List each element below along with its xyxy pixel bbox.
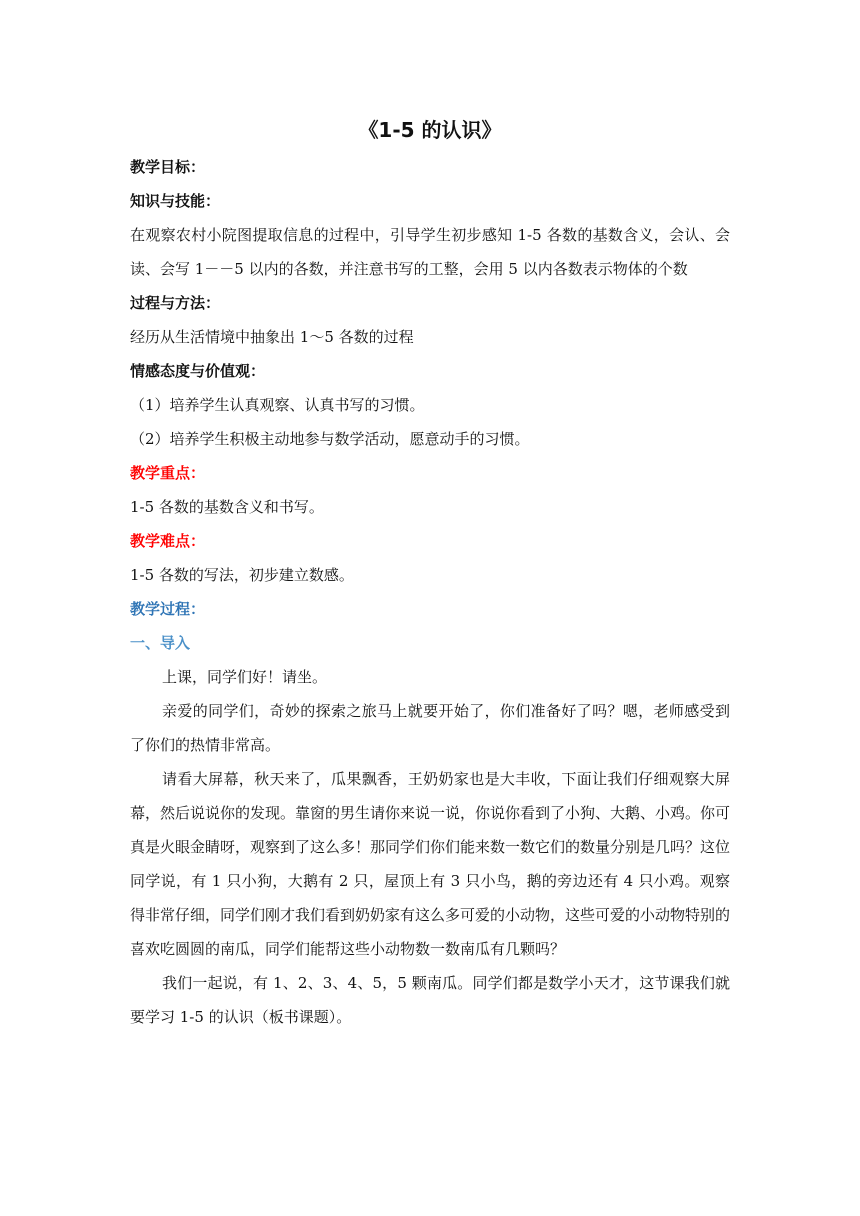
knowledge-text: 在观察农村小院图提取信息的过程中，引导学生初步感知 1-5 各数的基数含义，会认、会读、会写 1－－5 以内的各数，并注意书写的工整，会用 5 以内各数表示物体的个数 [130, 226, 730, 278]
emotion-item-1: （1）培养学生认真观察、认真书写的习惯。 [130, 396, 425, 414]
teaching-process-heading: 教学过程： [130, 600, 206, 618]
process-heading: 过程与方法： [130, 294, 221, 312]
difficulty-text: 1-5 各数的写法，初步建立数感。 [130, 566, 354, 584]
emotion-item-2: （2）培养学生积极主动地参与数学活动，愿意动手的习惯。 [130, 430, 530, 448]
key-point-heading: 教学重点： [130, 464, 206, 482]
intro-paragraph-2: 亲爱的同学们，奇妙的探索之旅马上就要开始了，你们准备好了吗？嗯，老师感受到了你们的热情非常高。 [130, 702, 730, 754]
key-point-text: 1-5 各数的基数含义和书写。 [130, 498, 324, 516]
knowledge-heading: 知识与技能： [130, 192, 221, 210]
emotion-heading: 情感态度与价值观： [130, 362, 266, 380]
intro-paragraph-4: 我们一起说，有 1、2、3、4、5，5 颗南瓜。同学们都是数学小天才，这节课我们就要学习 1-5 的认识（板书课题）。 [130, 974, 730, 1026]
goals-heading: 教学目标： [130, 158, 206, 176]
document-title: 《1-5 的认识》 [358, 118, 502, 142]
difficulty-heading: 教学难点： [130, 532, 206, 550]
document-page [130, 112, 730, 1034]
process-text: 经历从生活情境中抽象出 1～5 各数的过程 [130, 328, 414, 346]
intro-paragraph-1: 上课，同学们好！请坐。 [162, 668, 328, 686]
intro-heading: 一、导入 [130, 634, 191, 652]
intro-paragraph-3: 请看大屏幕，秋天来了，瓜果飘香，王奶奶家也是大丰收，下面让我们仔细观察大屏幕，然后说说你的发现。靠窗的男生请你来说一说，你说你看到了小狗、大鹅、小鸡。你可真是火眼金睛呀，观察到了这么多！那同学们你们能来数一数它们的数量分别是几吗？这位同学说，有 1 只小狗，大鹅有 2 只，屋顶上有 3 只小鸟，鹅的旁边还有 4 只小鸡。观察得非常仔细，同学们刚才我们看到奶奶家有这么多可爱的小动物，这些可爱的小动物特别的喜欢吃圆圆的南瓜，同学们能帮这些小动物数一数南瓜有几颗吗？ [130, 770, 731, 958]
